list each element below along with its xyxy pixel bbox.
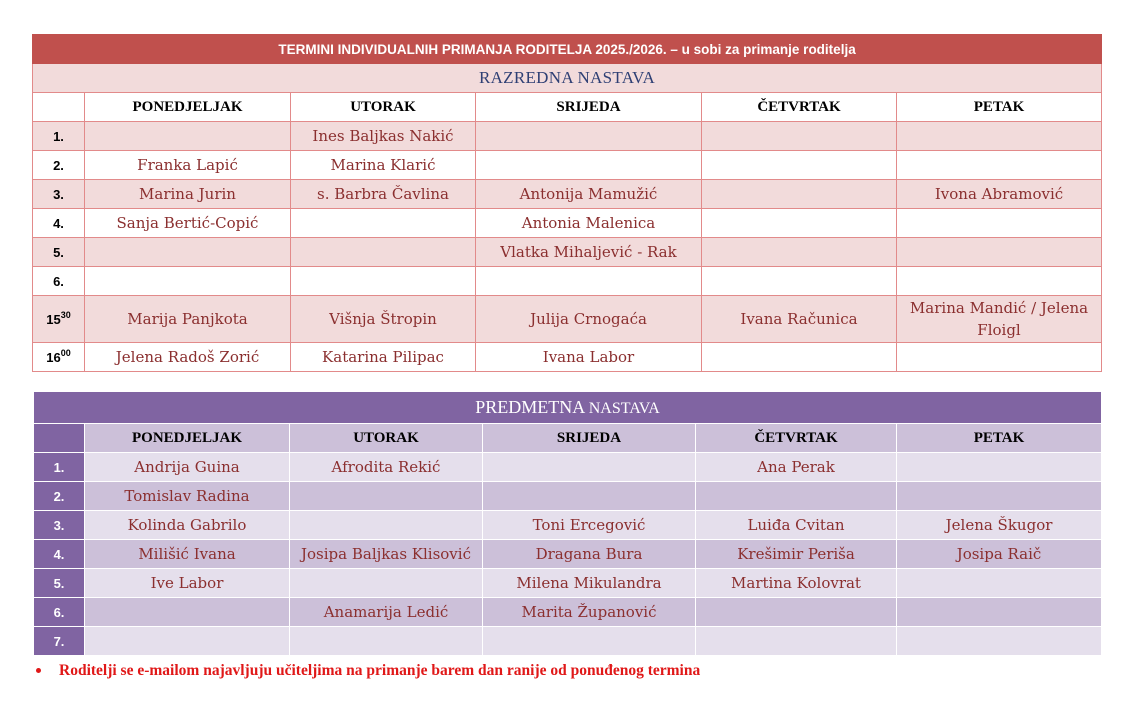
- day-header-row: [34, 424, 1102, 453]
- day-header: UTORAK: [290, 424, 483, 453]
- teacher-cell: Afrodita Rekić: [290, 453, 483, 482]
- day-header: ČETVRTAK: [696, 424, 897, 453]
- teacher-cell: Tomislav Radina: [85, 482, 290, 511]
- slot-label: 5.: [34, 569, 85, 598]
- teacher-cell: [702, 180, 897, 209]
- teacher-cell: [897, 627, 1102, 656]
- teacher-cell: [702, 267, 897, 296]
- table-row: [34, 482, 1102, 511]
- teacher-cell: [897, 598, 1102, 627]
- teacher-cell: [897, 453, 1102, 482]
- teacher-cell: [897, 482, 1102, 511]
- bullet-icon: [36, 668, 41, 673]
- corner-cell: [33, 93, 85, 122]
- table-title: TERMINI INDIVIDUALNIH PRIMANJA RODITELJA 2025./2026. – u sobi za primanje roditelja: [33, 35, 1102, 64]
- table-row: [33, 267, 1102, 296]
- teacher-cell: Toni Ercegović: [483, 511, 696, 540]
- teacher-cell: [897, 267, 1102, 296]
- teacher-cell: [85, 238, 291, 267]
- teacher-cell: Luiđa Cvitan: [696, 511, 897, 540]
- slot-time: [33, 343, 85, 372]
- section-title-row: [33, 64, 1102, 93]
- slot-label: 1.: [33, 122, 85, 151]
- table-row: [33, 122, 1102, 151]
- slot-label: 4.: [33, 209, 85, 238]
- teacher-cell: Marina Jurin: [85, 180, 291, 209]
- day-header: PONEDJELJAK: [85, 93, 291, 122]
- teacher-cell: [897, 209, 1102, 238]
- table-row: [33, 238, 1102, 267]
- slot-label: 2.: [33, 151, 85, 180]
- teacher-cell: Marina Klarić: [291, 151, 476, 180]
- table-row: [33, 209, 1102, 238]
- day-header: SRIJEDA: [476, 93, 702, 122]
- teacher-cell: [85, 598, 290, 627]
- teacher-cell: Milišić Ivana: [85, 540, 290, 569]
- teacher-cell: Ines Baljkas Nakić: [291, 122, 476, 151]
- teacher-cell: Ive Labor: [85, 569, 290, 598]
- teacher-cell: [290, 627, 483, 656]
- table-row: [33, 151, 1102, 180]
- teacher-cell: [476, 151, 702, 180]
- teacher-cell: Ana Perak: [696, 453, 897, 482]
- teacher-cell: [476, 267, 702, 296]
- teacher-cell: Jelena Radoš Zorić: [85, 343, 291, 372]
- teacher-cell: [291, 238, 476, 267]
- teacher-cell: [897, 151, 1102, 180]
- table-row: [33, 343, 1102, 372]
- teacher-cell: [702, 343, 897, 372]
- slot-label: 3.: [33, 180, 85, 209]
- day-header: PETAK: [897, 424, 1102, 453]
- teacher-cell: [291, 267, 476, 296]
- teacher-cell: Dragana Bura: [483, 540, 696, 569]
- day-header: UTORAK: [291, 93, 476, 122]
- teacher-cell: [483, 627, 696, 656]
- day-header: SRIJEDA: [483, 424, 696, 453]
- teacher-cell: [702, 151, 897, 180]
- table-row: [34, 453, 1102, 482]
- teacher-cell: [702, 209, 897, 238]
- teacher-cell: Krešimir Periša: [696, 540, 897, 569]
- teacher-cell: [290, 511, 483, 540]
- table-row: [34, 627, 1102, 656]
- slot-minute: 30: [60, 309, 71, 320]
- teacher-cell: Martina Kolovrat: [696, 569, 897, 598]
- teacher-cell: Josipa Raič: [897, 540, 1102, 569]
- teacher-cell: Marita Županović: [483, 598, 696, 627]
- day-header: PONEDJELJAK: [85, 424, 290, 453]
- corner-cell: [34, 424, 85, 453]
- slot-label: 2.: [34, 482, 85, 511]
- slot-hour: 16: [46, 349, 61, 365]
- teacher-cell: Antonija Mamužić: [476, 180, 702, 209]
- day-header-row: [33, 93, 1102, 122]
- teacher-cell: [85, 122, 291, 151]
- teacher-cell: [696, 482, 897, 511]
- teacher-cell: [476, 122, 702, 151]
- teacher-cell: [483, 482, 696, 511]
- slot-hour: 15: [46, 311, 61, 327]
- teacher-cell: [290, 482, 483, 511]
- slot-time: [33, 296, 85, 343]
- teacher-cell: Julija Crnogaća: [476, 296, 702, 343]
- teacher-cell: Kolinda Gabrilo: [85, 511, 290, 540]
- slot-label: 6.: [33, 267, 85, 296]
- slot-label: 5.: [33, 238, 85, 267]
- slot-minute: 00: [60, 347, 71, 358]
- teacher-cell: [483, 453, 696, 482]
- teacher-cell: Milena Mikulandra: [483, 569, 696, 598]
- teacher-cell: Marina Mandić / Jelena Floigl: [897, 296, 1102, 343]
- day-header: ČETVRTAK: [702, 93, 897, 122]
- teacher-cell: [85, 627, 290, 656]
- teacher-cell: Antonia Malenica: [476, 209, 702, 238]
- section-title-predmetna: [34, 392, 1102, 424]
- slot-label: 3.: [34, 511, 85, 540]
- teacher-cell: [702, 122, 897, 151]
- teacher-cell: Vlatka Mihaljević - Rak: [476, 238, 702, 267]
- table-row: [33, 180, 1102, 209]
- section-title-part: PREDMETNA: [475, 397, 585, 417]
- teacher-cell: Marija Panjkota: [85, 296, 291, 343]
- table-row: [33, 296, 1102, 343]
- teacher-cell: Ivana Računica: [702, 296, 897, 343]
- section-title-row: [34, 392, 1102, 424]
- table-title-row: [33, 35, 1102, 64]
- slot-label: 1.: [34, 453, 85, 482]
- teacher-cell: Sanja Bertić-Copić: [85, 209, 291, 238]
- teacher-cell: [897, 238, 1102, 267]
- teacher-cell: [290, 569, 483, 598]
- predmetna-nastava-table: [33, 391, 1102, 656]
- slot-label: 7.: [34, 627, 85, 656]
- table-row: [34, 598, 1102, 627]
- teacher-cell: s. Barbra Čavlina: [291, 180, 476, 209]
- teacher-cell: [291, 209, 476, 238]
- teacher-cell: Katarina Pilipac: [291, 343, 476, 372]
- section-title-razredna: RAZREDNA NASTAVA: [33, 64, 1102, 93]
- note-text: Roditelji se e-mailom najavljuju učiteljima na primanje barem dan ranije od ponuđenog termina: [59, 662, 701, 679]
- teacher-cell: [702, 238, 897, 267]
- teacher-cell: Josipa Baljkas Klisović: [290, 540, 483, 569]
- teacher-cell: Višnja Štropin: [291, 296, 476, 343]
- teacher-cell: [897, 569, 1102, 598]
- teacher-cell: Jelena Škugor: [897, 511, 1102, 540]
- slot-label: 6.: [34, 598, 85, 627]
- table-row: [34, 569, 1102, 598]
- table-row: [34, 540, 1102, 569]
- teacher-cell: [696, 598, 897, 627]
- teacher-cell: Ivona Abramović: [897, 180, 1102, 209]
- teacher-cell: Franka Lapić: [85, 151, 291, 180]
- teacher-cell: Ivana Labor: [476, 343, 702, 372]
- teacher-cell: Anamarija Ledić: [290, 598, 483, 627]
- table-row: [34, 511, 1102, 540]
- teacher-cell: [85, 267, 291, 296]
- slot-label: 4.: [34, 540, 85, 569]
- teacher-cell: [897, 343, 1102, 372]
- razredna-nastava-table: [32, 34, 1102, 372]
- note-line: [36, 662, 700, 680]
- day-header: PETAK: [897, 93, 1102, 122]
- teacher-cell: [897, 122, 1102, 151]
- teacher-cell: [696, 627, 897, 656]
- teacher-cell: Andrija Guina: [85, 453, 290, 482]
- section-title-part: NASTAVA: [588, 400, 660, 417]
